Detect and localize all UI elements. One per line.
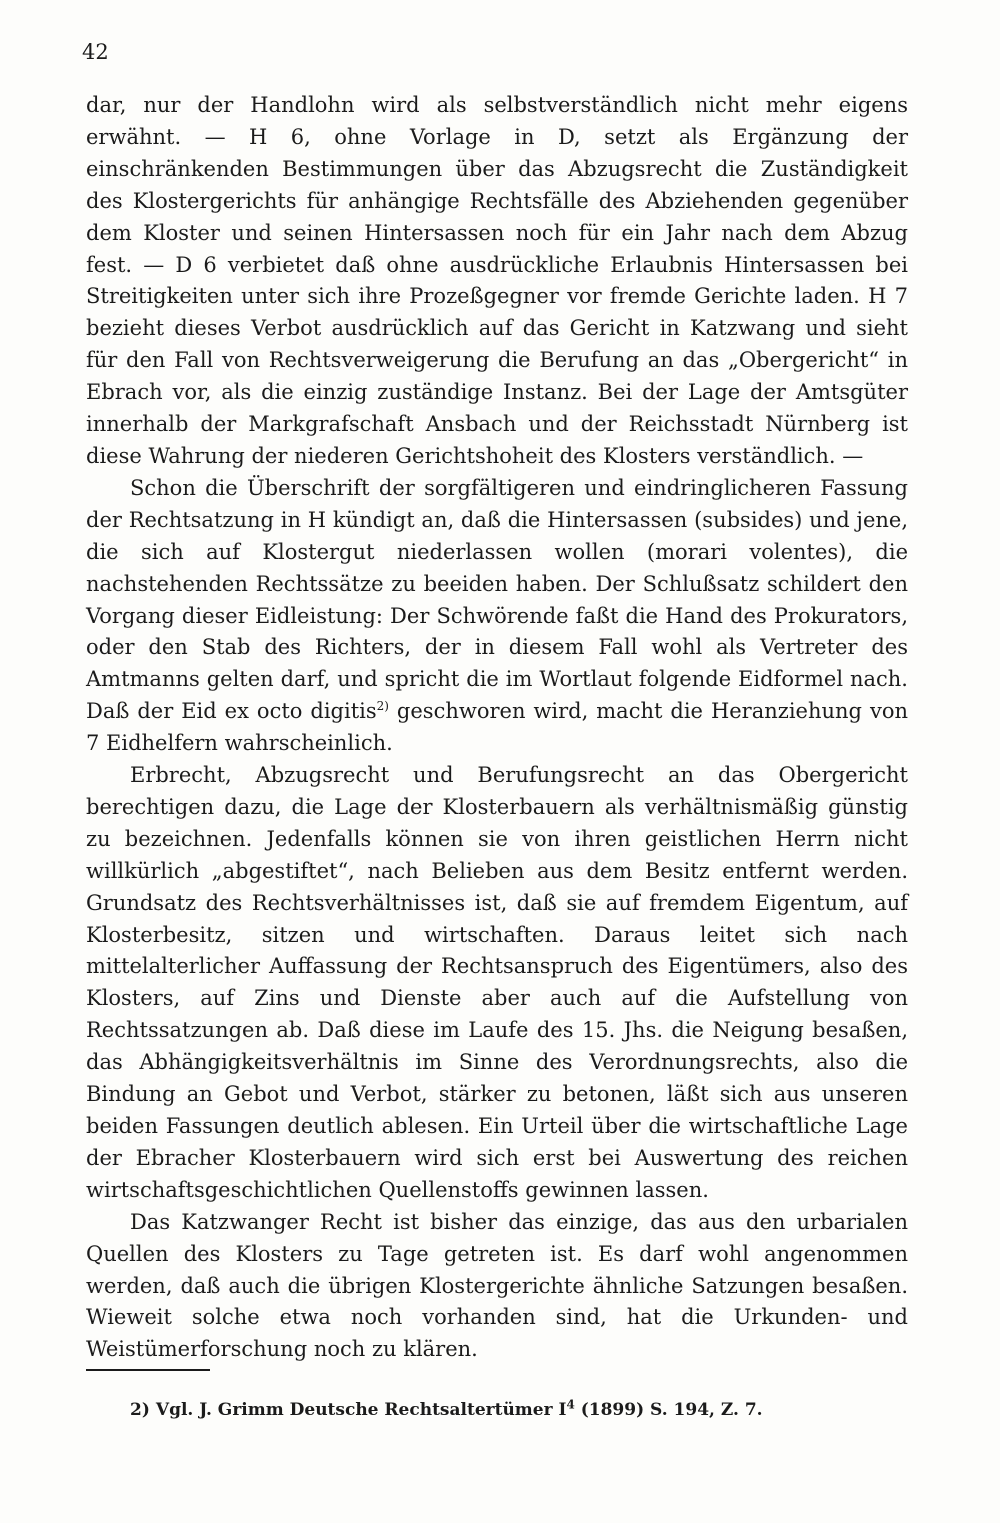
paragraph-1: dar, nur der Handlohn wird als selbstverständlich nicht mehr eigens erwähnt. — H 6, ohne Vorlage in D, setzt als Ergänzung der einschränkenden Bestimmungen über das Abzugsrecht die Zuständigkeit des Klostergerichts für anhängige Rechtsfälle des Abziehenden gegenüber dem Kloster und seinen Hintersassen noch für ein Jahr nach dem Abzug fest. — D 6 verbietet daß ohne ausdrückliche Erlaubnis Hintersassen bei Streitigkeiten unter sich ihre Prozeßgegner vor fremde Gerichte laden. H 7 bezieht dieses Verbot ausdrücklich auf das Gericht in Katzwang und sieht für den Fall von Rechtsverweigerung die Berufung an das „Obergericht“ in Ebrach vor, als die einzig zuständige Instanz. Bei der Lage der Amtsgüter innerhalb der Markgrafschaft Ansbach und der Reichsstadt Nürnberg ist diese Wahrung der niederen Gerichtshoheit des Klosters verständlich. — — [86, 93, 908, 468]
footnote-divider — [86, 1369, 210, 1371]
paragraph-2 — [86, 473, 908, 760]
body-text — [86, 90, 908, 1366]
footnote-edition-sup: 4 — [566, 1397, 575, 1412]
footnote-2 — [130, 1398, 850, 1422]
paragraph-2-text-b: geschworen wird, macht die Heranziehung von 7 Eidhelfern wahrscheinlich. — [86, 699, 908, 756]
footnote-text-a: Vgl. J. Grimm Deutsche Rechtsaltertümer I — [155, 1400, 567, 1420]
paragraph-3: Erbrecht, Abzugsrecht und Berufungsrecht an das Obergericht berechtigen dazu, die Lage der Klosterbauern als verhältnismäßig günstig zu bezeichnen. Jedenfalls können sie von ihren geistlichen Herrn nicht willkürlich „abgestiftet“, nach Belieben aus dem Besitz entfernt werden. Grundsatz des Rechtsverhältnisses ist, daß sie auf fremdem Eigentum, auf Klosterbesitz, sitzen und wirtschaften. Daraus leitet sich nach mittelalterlicher Auffassung der Rechtsanspruch des Eigentümers, also des Klosters, auf Zins und Dienste aber auch auf die Aufstellung von Rechtssatzungen ab. Daß diese im Laufe des 15. Jhs. die Neigung besaßen, das Abhängigkeitsverhältnis im Sinne des Verordnungsrechts, also die Bindung an Gebot und Verbot, stärker zu betonen, läßt sich aus unseren beiden Fassungen deutlich ablesen. Ein Urteil über die wirtschaftliche Lage der Ebracher Klosterbauern wird sich erst bei Auswertung des reichen wirtschaftsgeschichtlichen Quellenstoffs gewinnen lassen. — [86, 763, 908, 1202]
footnote-ref-2: 2) — [376, 699, 389, 714]
paragraph-4: Das Katzwanger Recht ist bisher das einzige, das aus den urbarialen Quellen des Klosters zu Tage getreten ist. Es darf wohl angenommen werden, daß auch die übrigen Klostergerichte ähnliche Satzungen besaßen. Wieweit solche etwa noch vorhanden sind, hat die Urkunden- und Weistümerforschung noch zu klären. — [86, 1209, 908, 1362]
page-number: 42 — [82, 40, 109, 64]
paragraph-2-text-a: Schon die Überschrift der sorgfältigeren und eindringlicheren Fassung der Rechtsatzung in H kündigt an, daß die Hintersassen (subsides) und jene, die sich auf Klostergut niederlassen wollen (morari volentes), die nachstehenden Rechtssätze zu beeiden haben. Der Schlußsatz schildert den Vorgang dieser Eidleistung: Der Schwörende faßt die Hand des Prokurators, oder den Stab des Richters, der in diesem Fall wohl als Vertreter des Amtmanns gelten darf, und spricht die im Wortlaut folgende Eidformel nach. Daß der Eid ex octo digitis — [86, 475, 908, 724]
footnote-text-b: (1899) S. 194, Z. 7. — [574, 1400, 763, 1420]
footnote-number: 2) — [130, 1400, 150, 1420]
